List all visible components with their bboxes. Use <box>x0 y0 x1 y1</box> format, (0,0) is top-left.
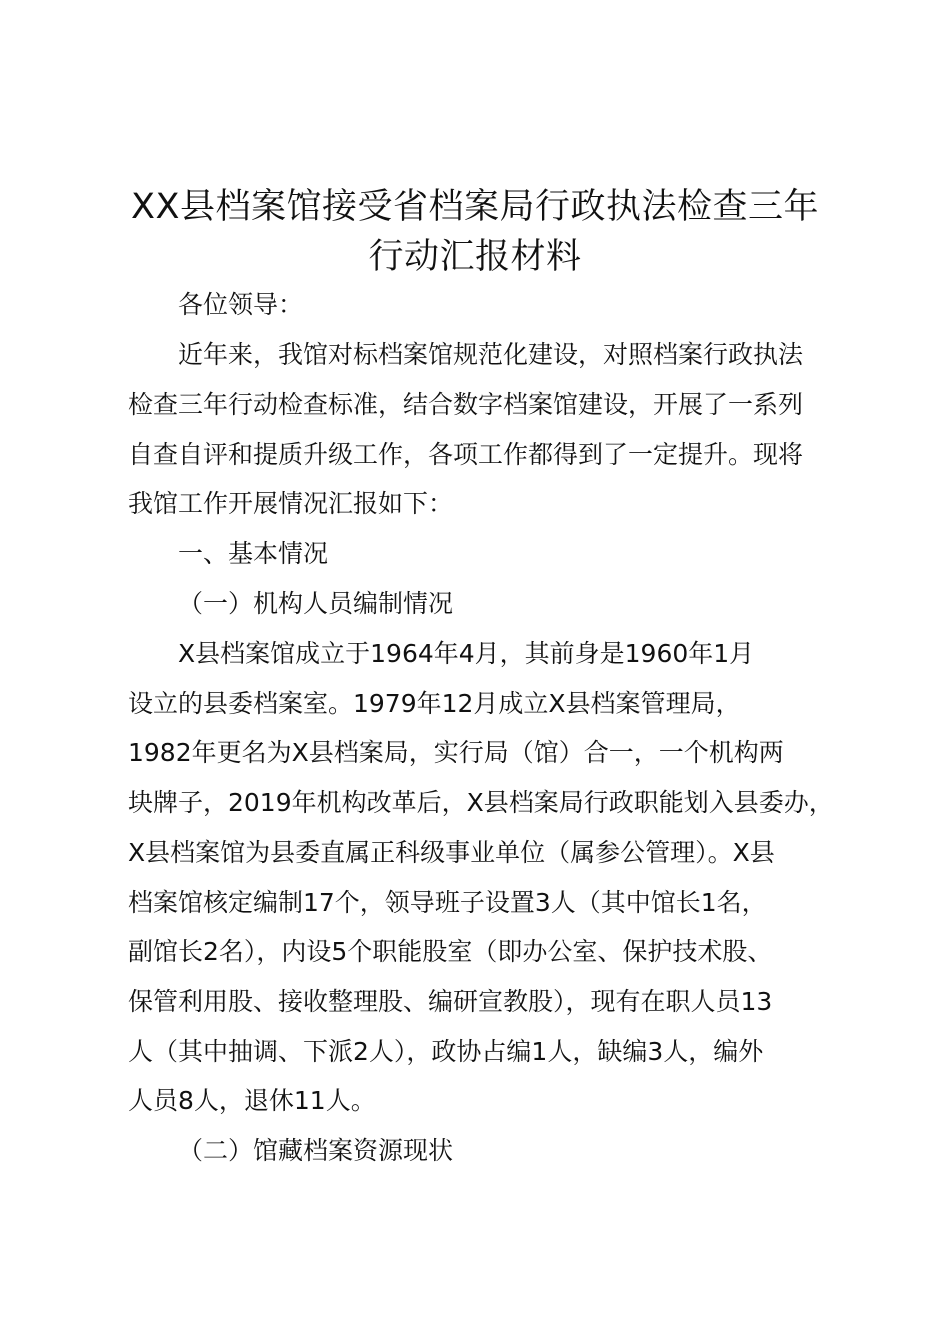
intro-line-4: 我馆工作开展情况汇报如下： <box>128 489 454 518</box>
subsection-1-line-1: X县档案馆成立于1964年4月，其前身是1960年1月 <box>178 639 755 668</box>
document-title-line-2: 行动汇报材料 <box>368 237 582 277</box>
subsection-2-heading: （二）馆藏档案资源现状 <box>178 1136 454 1165</box>
subsection-1-line-7: 副馆长2名），内设5个职能股室（即办公室、保护技术股、 <box>128 937 773 966</box>
subsection-1-line-10: 人员8人，退休11人。 <box>128 1086 376 1115</box>
subsection-1-line-4: 块牌子，2019年机构改革后，X县档案局行政职能划入县委办， <box>128 788 834 817</box>
intro-line-1: 近年来，我馆对标档案馆规范化建设，对照档案行政执法 <box>178 340 804 369</box>
section-1-heading: 一、基本情况 <box>178 539 329 568</box>
subsection-1-line-5: X县档案馆为县委直属正科级事业单位（属参公管理）。X县 <box>128 838 775 867</box>
subsection-1-line-6: 档案馆核定编制17个，领导班子设置3人（其中馆长1名， <box>128 888 767 917</box>
subsection-1-line-8: 保管利用股、接收整理股、编研宣教股），现有在职人员13 <box>128 987 773 1016</box>
intro-line-3: 自查自评和提质升级工作，各项工作都得到了一定提升。现将 <box>128 440 804 469</box>
subsection-1-line-9: 人（其中抽调、下派2人），政协占编1人，缺编3人，编外 <box>128 1037 764 1066</box>
subsection-1-line-3: 1982年更名为X县档案局，实行局（馆）合一，一个机构两 <box>128 738 784 767</box>
document-title-line-1: XX县档案馆接受省档案局行政执法检查三年 <box>131 187 819 227</box>
salutation: 各位领导： <box>178 290 304 319</box>
intro-line-2: 检查三年行动检查标准，结合数字档案馆建设，开展了一系列 <box>128 390 804 419</box>
subsection-1-heading: （一）机构人员编制情况 <box>178 589 454 618</box>
subsection-1-line-2: 设立的县委档案室。1979年12月成立X县档案管理局， <box>128 689 741 718</box>
